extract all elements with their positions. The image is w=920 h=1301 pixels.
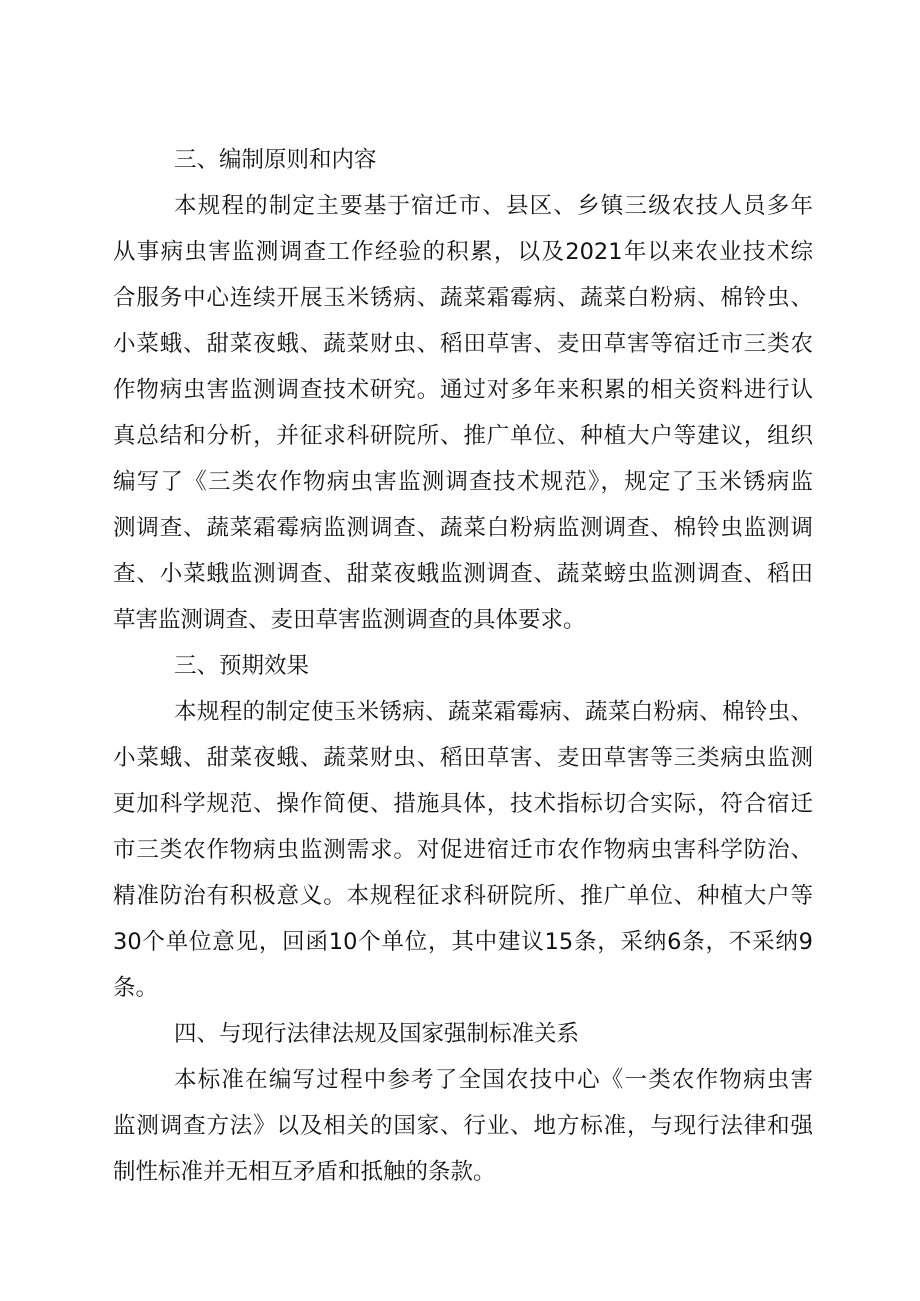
paragraph-line: 监测调查方法》以及相关的国家、行业、地方标准，与现行法律和强 <box>113 1113 813 1139</box>
paragraph-line: 合服务中心连续开展玉米锈病、蔬菜霜霉病、蔬菜白粉病、棉铃虫、 <box>113 285 813 311</box>
paragraph-line: 制性标准并无相互矛盾和抵触的条款。 <box>113 1159 496 1185</box>
paragraph-line: 本标准在编写过程中参考了全国农技中心《一类农作物病虫害 <box>174 1067 813 1093</box>
paragraph-line: 本规程的制定使玉米锈病、蔬菜霜霉病、蔬菜白粉病、棉铃虫、 <box>174 699 813 725</box>
paragraph-line: 测调查、蔬菜霜霉病监测调查、蔬菜白粉病监测调查、棉铃虫监测调 <box>113 515 813 541</box>
paragraph-line: 30个单位意见，回函10个单位，其中建议15条，采纳6条，不采纳9 <box>113 929 813 955</box>
paragraph-line: 编写了《三类农作物病虫害监测调查技术规范》，规定了玉米锈病监 <box>113 469 813 495</box>
document-body <box>113 137 813 1195</box>
section-paragraph-principles <box>113 183 813 643</box>
paragraph-line: 从事病虫害监测调查工作经验的积累，以及2021年以来农业技术综 <box>113 239 813 265</box>
paragraph-line: 草害监测调查、麦田草害监测调查的具体要求。 <box>113 607 586 633</box>
paragraph-line: 小菜蛾、甜菜夜蛾、蔬菜财虫、稻田草害、麦田草害等三类病虫监测 <box>113 745 813 771</box>
paragraph-line: 市三类农作物病虫监测需求。对促进宿迁市农作物病虫害科学防治、 <box>113 837 813 863</box>
section-heading-legal-relation: 四、与现行法律法规及国家强制标准关系 <box>174 1021 580 1047</box>
paragraph-line: 本规程的制定主要基于宿迁市、县区、乡镇三级农技人员多年 <box>174 193 813 219</box>
paragraph-line: 查、小菜蛾监测调查、甜菜夜蛾监测调查、蔬菜螃虫监测调查、稻田 <box>113 561 813 587</box>
paragraph-line: 作物病虫害监测调查技术研究。通过对多年来积累的相关资料进行认 <box>113 377 813 403</box>
section-paragraph-legal-relation <box>113 1057 813 1195</box>
section-paragraph-expected-effects <box>113 689 813 1011</box>
section-heading-expected-effects: 三、预期效果 <box>174 653 310 679</box>
paragraph-line: 更加科学规范、操作简便、措施具体，技术指标切合实际，符合宿迁 <box>113 791 813 817</box>
paragraph-line: 真总结和分析，并征求科研院所、推广单位、种植大户等建议，组织 <box>113 423 813 449</box>
paragraph-line: 小菜蛾、甜菜夜蛾、蔬菜财虫、稻田草害、麦田草害等宿迁市三类农 <box>113 331 813 357</box>
paragraph-line: 条。 <box>113 975 159 1001</box>
paragraph-line: 精准防治有积极意义。本规程征求科研院所、推广单位、种植大户等 <box>113 883 813 909</box>
section-heading-principles: 三、编制原则和内容 <box>174 147 377 173</box>
